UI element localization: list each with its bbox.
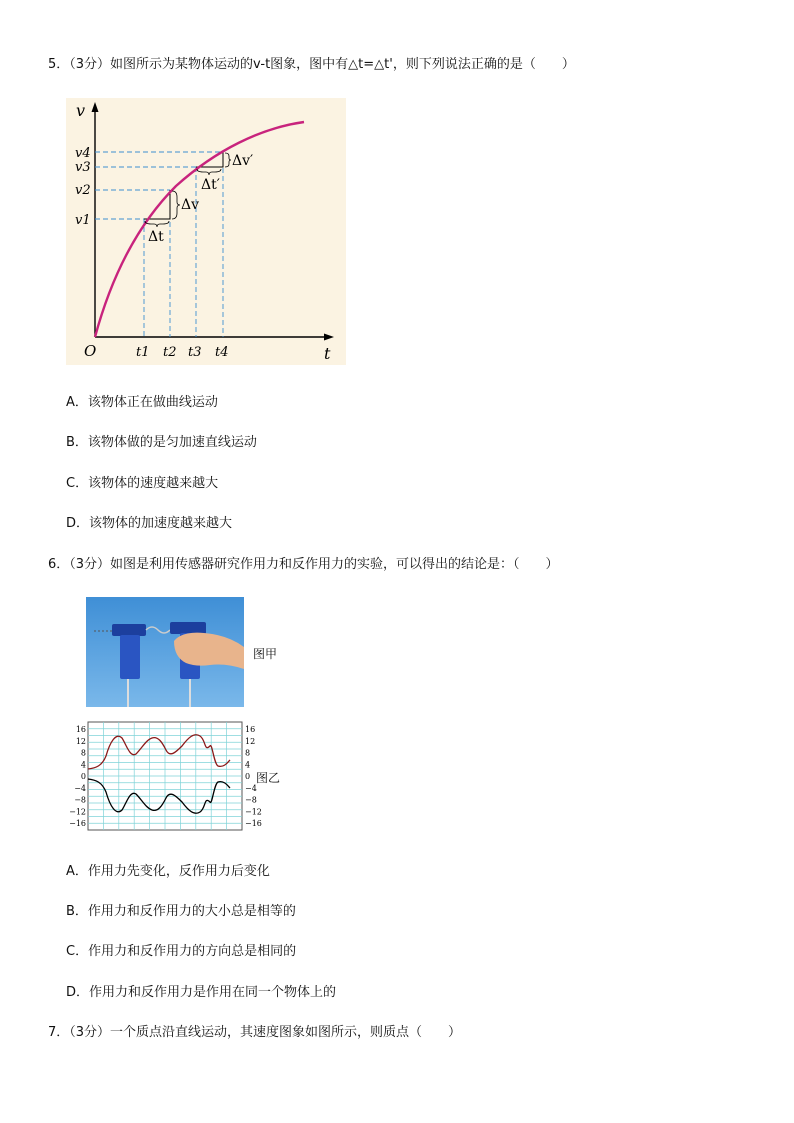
v4-label: v4 bbox=[75, 146, 91, 161]
right-tick-label: 0 bbox=[245, 772, 251, 781]
delta-t-prime-label: Δt′ bbox=[201, 177, 220, 193]
left-tick-label: 8 bbox=[80, 748, 86, 758]
left-tick-label: 16 bbox=[75, 725, 86, 734]
right-tick-label: 12 bbox=[245, 736, 256, 746]
q6-option-c[interactable]: C．作用力和反作用力的方向总是相同的 bbox=[66, 944, 297, 959]
q5-option-a[interactable]: A．该物体正在做曲线运动 bbox=[66, 395, 218, 410]
v1-label: v1 bbox=[75, 213, 91, 228]
q6-option-d[interactable]: D．作用力和反作用力是作用在同一个物体上的 bbox=[66, 985, 337, 1000]
figure-a-label: 图甲 bbox=[253, 647, 278, 661]
right-tick-label: −4 bbox=[245, 783, 257, 793]
right-tick-label: 8 bbox=[245, 748, 251, 758]
left-tick-label: 0 bbox=[80, 772, 86, 781]
right-tick-label: 4 bbox=[245, 760, 251, 770]
delta-v-label: Δv bbox=[181, 197, 200, 213]
left-tick-label: −4 bbox=[74, 783, 86, 793]
v3-label: v3 bbox=[75, 160, 91, 175]
right-tick-label: −8 bbox=[245, 795, 257, 805]
left-tick-label: −12 bbox=[69, 807, 86, 817]
figure-b-label: 图乙 bbox=[256, 771, 281, 785]
q6-option-b[interactable]: B．作用力和反作用力的大小总是相等的 bbox=[66, 904, 296, 919]
question-7-stem: 7．（3分）一个质点沿直线运动，其速度图象如图所示，则质点（ ） bbox=[48, 1025, 462, 1040]
v-axis-label: v bbox=[76, 101, 86, 120]
left-tick-label: −16 bbox=[69, 819, 86, 828]
t1-label: t1 bbox=[136, 345, 150, 360]
figure-background bbox=[66, 98, 346, 365]
left-ticks bbox=[69, 725, 86, 828]
left-tick-label: 4 bbox=[80, 760, 86, 770]
force-sensor-photo bbox=[86, 597, 244, 707]
delta-v-prime-label: Δv′ bbox=[232, 153, 254, 169]
t4-label: t4 bbox=[215, 345, 229, 360]
left-tick-label: 12 bbox=[75, 736, 86, 746]
vt-graph-figure bbox=[66, 98, 346, 365]
t3-label: t3 bbox=[188, 345, 202, 360]
right-tick-label: −12 bbox=[245, 807, 262, 817]
force-time-plot bbox=[60, 718, 270, 836]
question-6-stem: 6．（3分）如图是利用传感器研究作用力和反作用力的实验，可以得出的结论是：（ ） bbox=[48, 557, 559, 572]
delta-t-label: Δt bbox=[148, 229, 164, 245]
v2-label: v2 bbox=[75, 183, 91, 198]
t-axis-label: t bbox=[324, 344, 331, 363]
right-tick-label: 16 bbox=[245, 725, 256, 734]
q5-option-d[interactable]: D．该物体的加速度越来越大 bbox=[66, 516, 233, 531]
left-tick-label: −8 bbox=[74, 795, 86, 805]
t2-label: t2 bbox=[163, 345, 177, 360]
question-5-stem: 5．（3分）如图所示为某物体运动的v-t图象，图中有△t=△t'，则下列说法正确的是（ ） bbox=[48, 57, 575, 72]
origin-label: O bbox=[84, 342, 97, 360]
q5-option-b[interactable]: B．该物体做的是匀加速直线运动 bbox=[66, 435, 257, 450]
q5-option-c[interactable]: C．该物体的速度越来越大 bbox=[66, 476, 219, 491]
q6-option-a[interactable]: A．作用力先变化，反作用力后变化 bbox=[66, 864, 270, 879]
right-tick-label: −16 bbox=[245, 819, 262, 828]
